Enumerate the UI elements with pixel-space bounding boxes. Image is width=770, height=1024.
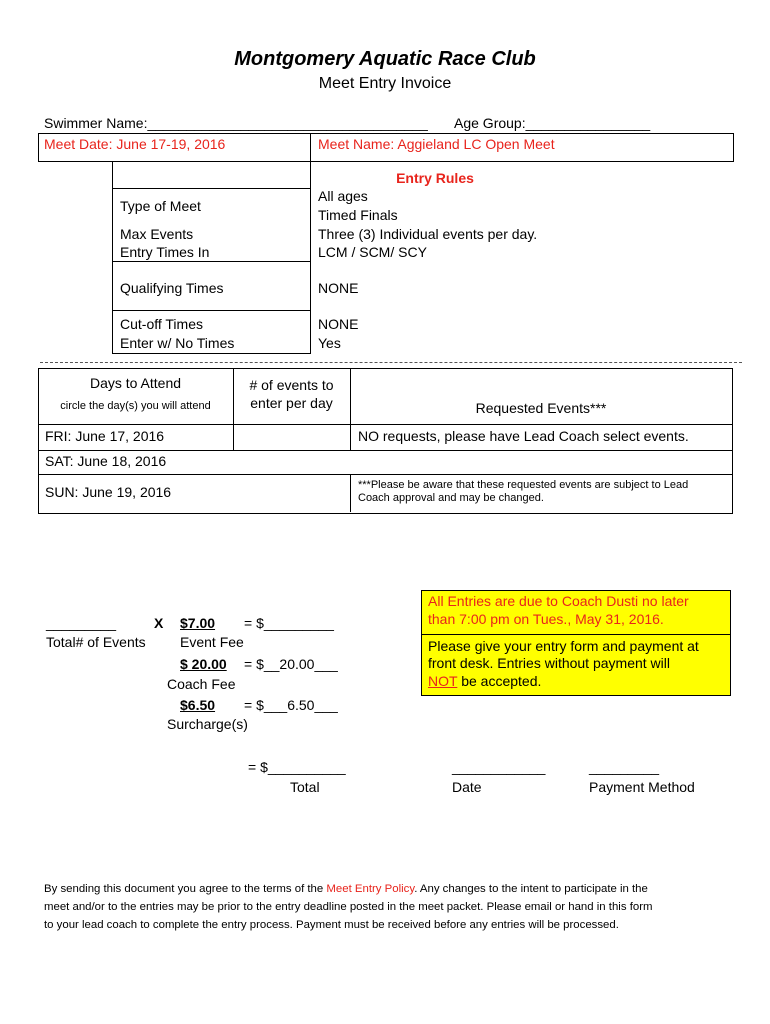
- page-title: Montgomery Aquatic Race Club: [234, 48, 536, 70]
- footer-text: By sending this document you agree to the terms of the: [44, 883, 327, 895]
- days-subheader: circle the day(s) you will attend: [60, 400, 211, 412]
- event-fee-amount: $7.00: [180, 615, 216, 631]
- rules-mid-border: [310, 161, 311, 354]
- notice-deadline: All Entries are due to Coach Dusti no later: [428, 593, 689, 609]
- rule-label: Enter w/ No Times: [120, 335, 235, 351]
- rule-label: Cut-off Times: [120, 316, 203, 332]
- day-sun[interactable]: SUN: June 19, 2016: [45, 484, 172, 500]
- date-label: Date: [452, 779, 482, 795]
- page-subtitle: Meet Entry Invoice: [318, 75, 452, 92]
- notice-divider: [421, 634, 731, 635]
- events-count-header: # of events to: [249, 377, 334, 393]
- entry-rules-heading: Entry Rules: [396, 170, 474, 186]
- footer-line: to your lead coach to complete the entry process. Payment must be received before any entries will be processed.: [44, 919, 619, 931]
- rules-row-line: [112, 261, 310, 262]
- day-fri[interactable]: FRI: June 17, 2016: [45, 428, 165, 444]
- rule-value: Yes: [318, 335, 341, 351]
- rule-value: Three (3) Individual events per day.: [318, 226, 538, 242]
- rules-left-border: [112, 161, 113, 354]
- rule-value: NONE: [318, 280, 359, 296]
- event-fee-label: Event Fee: [180, 634, 244, 650]
- notice-payment: Please give your entry form and payment at: [428, 638, 699, 654]
- requested-events-note: Coach approval and may be changed.: [358, 492, 544, 504]
- meet-name: Meet Name: Aggieland LC Open Meet: [318, 136, 555, 152]
- notice-accepted: be accepted.: [457, 673, 542, 689]
- footer-line: [44, 883, 648, 895]
- payment-method-blank[interactable]: _________: [589, 759, 660, 775]
- rules-bottom-line: [112, 353, 310, 354]
- rule-value: Timed Finals: [318, 207, 398, 223]
- date-blank[interactable]: ____________: [452, 759, 546, 775]
- age-group-field[interactable]: Age Group:________________: [454, 115, 651, 131]
- rules-row-line: [112, 310, 310, 311]
- coach-fee-amount: $ 20.00: [180, 656, 227, 672]
- dashed-separator: [40, 362, 742, 363]
- rule-value: All ages: [318, 188, 368, 204]
- meet-entry-policy-link[interactable]: Meet Entry Policy: [326, 883, 415, 895]
- days-row-line: [38, 474, 732, 475]
- event-fee-result[interactable]: = $_________: [244, 615, 334, 631]
- rule-label: Qualifying Times: [120, 280, 224, 296]
- notice-deadline: than 7:00 pm on Tues., May 31, 2016.: [428, 611, 664, 627]
- total-result[interactable]: = $__________: [248, 759, 346, 775]
- notice-payment: front desk. Entries without payment will: [428, 655, 670, 671]
- surcharge-amount: $6.50: [180, 697, 216, 713]
- meet-date: Meet Date: June 17-19, 2016: [44, 136, 226, 152]
- surcharge-label: Surcharge(s): [167, 716, 248, 732]
- footer-line: meet and/or to the entries may be prior to the entry deadline posted in the meet packet. Please email or hand in this form: [44, 901, 653, 913]
- rule-label: Type of Meet: [120, 198, 201, 214]
- surcharge-result: = $___6.50___: [244, 697, 338, 713]
- not-emphasis: NOT: [428, 673, 458, 689]
- multiply-sign: X: [154, 615, 164, 631]
- swimmer-name-field[interactable]: Swimmer Name:____________________________________: [44, 115, 428, 131]
- requested-events-note: ***Please be aware that these requested events are subject to Lead: [358, 479, 689, 491]
- day-sat[interactable]: SAT: June 18, 2016: [45, 453, 167, 469]
- total-events-blank[interactable]: _________: [46, 615, 117, 631]
- rule-label: Max Events: [120, 226, 194, 242]
- coach-fee-label: Coach Fee: [167, 676, 236, 692]
- requested-events-header: Requested Events***: [475, 400, 607, 416]
- rule-value: LCM / SCM/ SCY: [318, 244, 427, 260]
- rules-row-line: [112, 188, 310, 189]
- payment-method-label: Payment Method: [589, 779, 695, 795]
- no-requests-text: NO requests, please have Lead Coach select events.: [358, 428, 689, 444]
- notice-payment: [428, 673, 541, 689]
- footer-text: . Any changes to the intent to participate in the: [414, 883, 648, 895]
- total-events-label: Total# of Events: [46, 634, 146, 650]
- days-row-line: [38, 450, 732, 451]
- rule-label: Entry Times In: [120, 244, 210, 260]
- days-row-line: [38, 424, 732, 425]
- events-count-header: enter per day: [250, 395, 333, 411]
- days-header: Days to Attend: [89, 375, 182, 391]
- days-col-divider: [350, 474, 351, 512]
- meet-info-divider: [310, 133, 311, 161]
- coach-fee-result: = $__20.00___: [244, 656, 338, 672]
- total-label: Total: [290, 779, 320, 795]
- rule-value: NONE: [318, 316, 359, 332]
